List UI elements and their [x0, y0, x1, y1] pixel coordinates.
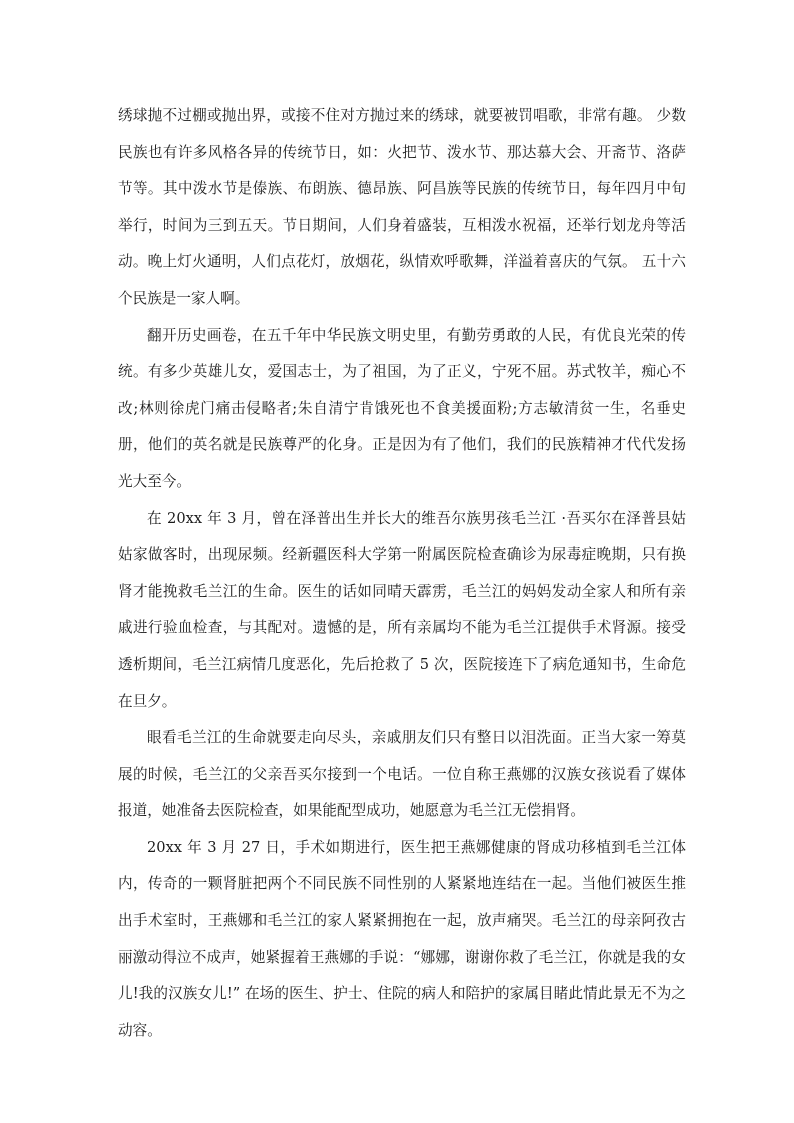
paragraph-3: 在 20xx 年 3 月，曾在泽普出生并长大的维吾尔族男孩毛兰江 ·吾买尔在泽普县姑姑家做客时，出现尿频。经新疆医科大学第一附属医院检查确诊为尿毒症晚期，只有换肾才能挽救毛兰江的生命。医生的话如同晴天霹雳，毛兰江的妈妈发动全家人和所有亲戚进行验血检查，与其配对。遗憾的是，所有亲属均不能为毛兰江提供手术肾源。接受透析期间，毛兰江病情几度恶化，先后抢救了 5 次，医院接连下了病危通知书，生命危在旦夕。 — [118, 509, 686, 710]
paragraph-4: 眼看毛兰江的生命就要走向尽头，亲戚朋友们只有整日以泪洗面。正当大家一筹莫展的时候，毛兰江的父亲吾买尔接到一个电话。一位自称王燕娜的汉族女孩说看了媒体报道，她准备去医院检查，如果能配型成功，她愿意为毛兰江无偿捐肾。 — [118, 729, 686, 820]
paragraph-5: 20xx 年 3 月 27 日，手术如期进行，医生把王燕娜健康的肾成功移植到毛兰江体内，传奇的一颗肾脏把两个不同民族不同性别的人紧紧地连结在一起。当他们被医生推出手术室时，王燕娜和毛兰江的家人紧紧拥抱在一起，放声痛哭。毛兰江的母亲阿孜古丽激动得泣不成声，她紧握着王燕娜的手说：“娜娜，谢谢你救了毛兰江，你就是我的女儿!我的汉族女儿!” 在场的医生、护士、住院的病人和陪护的家属目睹此情此景无不为之动容。 — [118, 838, 686, 1039]
paragraph-2: 翻开历史画卷，在五千年中华民族文明史里，有勤劳勇敢的人民，有优良光荣的传统。有多少英雄儿女，爱国志士，为了祖国，为了正义，宁死不屈。苏式牧羊，痴心不改;林则徐虎门痛击侵略者;朱自清宁肯饿死也不食美援面粉;方志敏清贫一生，名垂史册，他们的英名就是民族尊严的化身。正是因为有了他们，我们的民族精神才代代发扬光大至今。 — [118, 326, 686, 490]
paragraph-1: 绣球抛不过棚或抛出界，或接不住对方抛过来的绣球，就要被罚唱歌，非常有趣。 少数民族也有许多风格各异的传统节日，如：火把节、泼水节、那达慕大会、开斋节、洛萨节等。其中泼水节是傣族、布朗族、德昂族、阿昌族等民族的传统节日，每年四月中旬举行，时间为三到五天。节日期间，人们身着盛装，互相泼水祝福，还举行划龙舟等活动。晚上灯火通明，人们点花灯，放烟花，纵情欢呼歌舞，洋溢着喜庆的气氛。 五十六个民族是一家人啊。 — [118, 107, 686, 307]
document-body — [118, 98, 686, 1049]
